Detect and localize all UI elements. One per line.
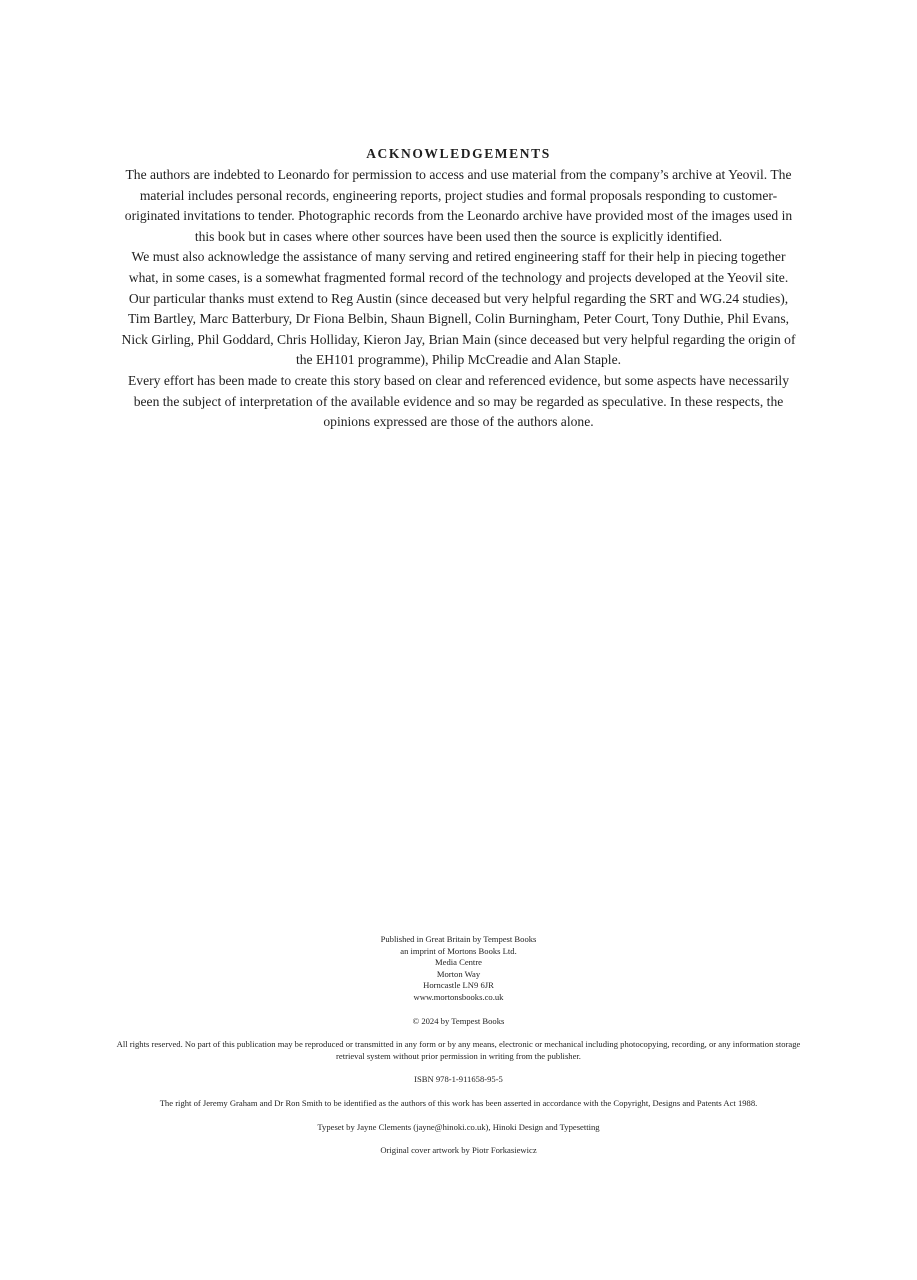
- acknowledgements-title: ACKNOWLEDGEMENTS: [366, 146, 551, 161]
- isbn: ISBN 978-1-911658-95-5: [414, 1074, 503, 1085]
- publisher-line: Horncastle LN9 6JR: [423, 980, 494, 991]
- imprint-section: [110, 934, 807, 1157]
- typeset-credit: Typeset by Jayne Clements (jayne@hinoki.co.uk), Hinoki Design and Typesetting: [317, 1121, 600, 1132]
- acknowledgements-section: [120, 145, 797, 433]
- publisher-block: [110, 934, 807, 1004]
- cover-credit: Original cover artwork by Piotr Forkasiewicz: [380, 1145, 537, 1156]
- acknowledgements-paragraph-thanks: Our particular thanks must extend to Reg Austin (since deceased but very helpful regarding the SRT and WG.24 studies), Tim Bartley, Marc Batterbury, Dr Fiona Belbin, Shaun Bignell, Colin Burningham, Peter Court, Tony Duthie, Phil Evans, Nick Girling, Phil Goddard, Chris Holliday, Kieron Jay, Brian Main (since deceased but very helpful regarding the origin of the EH101 programme), Philip McCreadie and Alan Staple.: [121, 290, 796, 368]
- publisher-line: Published in Great Britain by Tempest Books: [380, 934, 537, 944]
- publisher-website: www.mortonsbooks.co.uk: [413, 991, 504, 1002]
- rights-notice: All rights reserved. No part of this publication may be reproduced or transmitted in any form or by any means, electronic or mechanical including photocopying, recording, or any information storage retrieval system without prior permission in writing from the publisher.: [116, 1039, 801, 1061]
- acknowledgements-paragraph-staff: We must also acknowledge the assistance of many serving and retired engineering staff for their help in piecing together what, in some cases, is a somewhat fragmented formal record of the technology and projects developed at the Yeovil site.: [128, 249, 789, 285]
- publisher-line: Morton Way: [436, 968, 481, 979]
- copyright-notice: © 2024 by Tempest Books: [412, 1015, 505, 1026]
- authors-right-notice: The right of Jeremy Graham and Dr Ron Smith to be identified as the authors of this work has been asserted in accordance with the Copyright, Designs and Patents Act 1988.: [159, 1097, 758, 1108]
- acknowledgements-paragraph-disclaimer: Every effort has been made to create this story based on clear and referenced evidence, but some aspects have necessarily been the subject of interpretation of the available evidence and so may be regarded as speculative. In these respects, the opinions expressed are those of the authors alone.: [127, 372, 790, 430]
- publisher-line: Media Centre: [434, 957, 482, 968]
- publisher-line: an imprint of Mortons Books Ltd.: [400, 945, 517, 956]
- acknowledgements-paragraph-archive: The authors are indebted to Leonardo for permission to access and use material from the company’s archive at Yeovil. The material includes personal records, engineering reports, project studies and formal proposals responding to customer-originated invitations to tender. Photographic records from the Leonardo archive have provided most of the images used in this book but in cases where other sources have been used then the source is explicitly identified.: [124, 167, 793, 244]
